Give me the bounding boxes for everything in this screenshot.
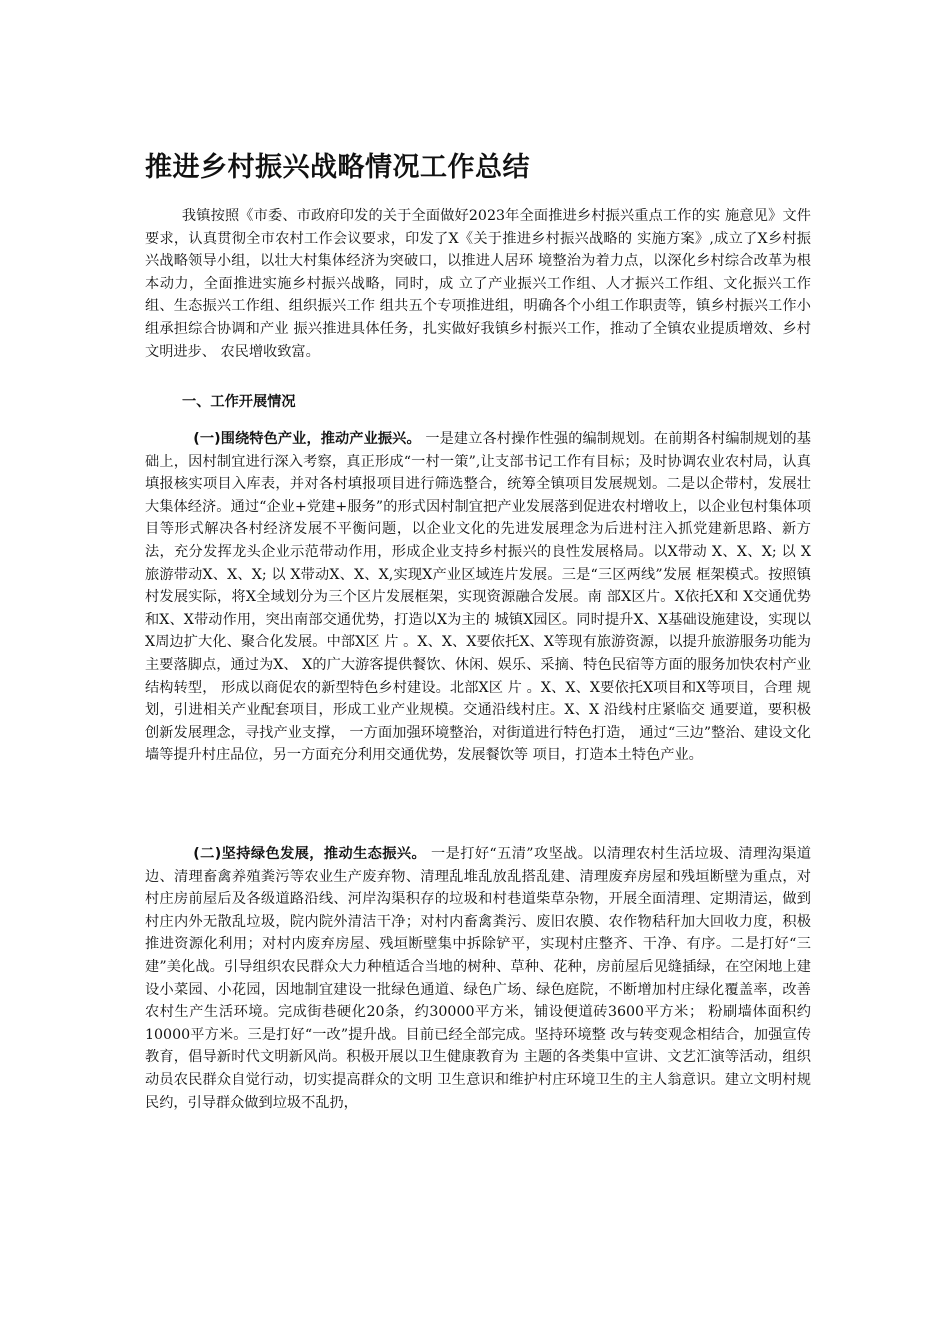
paragraph-lead-industry: (一)围绕特色产业，推动产业振兴。	[193, 431, 421, 447]
paragraph-body-industry: 一是建立各村操作性强的编制规划。在前期各村编制规划的基础上，因村制宜进行深入考察，真正形成“一村一策”,让支部书记工作有目标；及时协调农业农村局，认真填报核实项目入库表，并对各村填报项目进行筛选整合，统筹全镇项目发展规划。二是以企带村，发展壮大集体经济。通过“企业+党建+服务”的形式因村制宜把产业发展落到促进农村增收上，以企业包村集体项目等形式解决各村经济发展不平衡问题，以企业文化的先进发展理念为后进村注入抓党建新思路、新方法，充分发挥龙头企业示范带动作用，形成企业支持乡村振兴的良性发展格局。以X带动 X、X、X; 以 X 旅游带动X、X、X; 以 X带动X、X、X,实现X产业区域连片发展。三是“三区两线”发展 框架模式。按照镇村发展实际，将X全域划分为三个区片发展框架，实现资源融合发展。南 部X区片。X依托X和 X交通优势和X、X带动作用，突出南部交通优势，打造以X为主的 城镇X园区。同时提升X、X基础设施建设，实现以X周边扩大化、聚合化发展。中部X区 片 。X、X、X要依托X、X等现有旅游资源，以提升旅游服务功能为主要落脚点，通过为X、 X的广大游客提供餐饮、休闲、娱乐、采摘、特色民宿等方面的服务加快农村产业结构转型， 形成以商促农的新型特色乡村建设。北部X区 片 。X、X、X要依托X项目和X等项目，合理 规划，引进相关产业配套项目，形成工业产业规模。交通沿线村庄。X、X 沿线村庄紧临交 通要道，要积极创新发展理念，寻找产业支撑， 一方面加强环境整治，对街道进行特色打造， 通过“三边”整治、建设文化墙等提升村庄品位，另一方面充分利用交通优势，发展餐饮等 项目，打造本土特色产业。	[145, 431, 811, 764]
paragraph-ecology-revitalization	[145, 843, 811, 1114]
paragraph-body-ecology: 一是打好“五清”攻坚战。以清理农村生活垃圾、清理沟渠道边、清理畜禽养殖粪污等农业生产废弃物、清理乱堆乱放乱搭乱建、清理废弃房屋和残垣断壁为重点，对村庄房前屋后及各级道路沿线、河岸沟渠积存的垃圾和村巷道柴草杂物，开展全面清理、定期清运，做到村庄内外无散乱垃圾，院内院外清洁干净；对村内畜禽粪污、废旧农膜、农作物秸秆加大回收力度，积极推进资源化利用；对村内废弃房屋、残垣断壁集中拆除铲平，实现村庄整齐、干净、有序。二是打好“三建”美化战。引导组织农民群众大力种植适合当地的树种、草种、花种，房前屋后见缝插绿，在空闲地上建设小菜园、小花园，因地制宜建设一批绿色通道、绿色广场、绿色庭院，不断增加村庄绿化覆盖率，改善农村生产生活环境。完成街巷硬化20条，约30000平方米，铺设便道砖3600平方米； 粉刷墙体面积约10000平方米。三是打好“一改”提升战。目前已经全部完成。坚持环境整 改与转变观念相结合，加强宣传教育，倡导新时代文明新风尚。积极开展以卫生健康教育为 主题的各类集中宣讲、文艺汇演等活动，组织动员农民群众自觉行动，切实提高群众的文明 卫生意识和维护村庄环境卫生的主人翁意识。建立文明村规民约，引导群众做到垃圾不乱扔，	[145, 846, 811, 1111]
paragraph-lead-ecology: (二)坚持绿色发展，推动生态振兴。	[193, 846, 427, 862]
intro-paragraph: 我镇按照《市委、市政府印发的关于全面做好2023年全面推进乡村振兴重点工作的实 施意见》文件要求，认真贯彻全市农村工作会议要求，印发了X《关于推进乡村振兴战略的 实施方案》,成立了X乡村振兴战略领导小组，以壮大村集体经济为突破口，以推进人居环 境整治为着力点，以深化乡村综合改革为根本动力，全面推进实施乡村振兴战略，同时，成 立了产业振兴工作组、人才振兴工作组、文化振兴工作组、生态振兴工作组、组织振兴工作 组共五个专项推进组，明确各个小组工作职责等，镇乡村振兴工作小组承担综合协调和产业 振兴推进具体任务，扎实做好我镇乡村振兴工作，推动了全镇农业提质增效、乡村文明进步、 农民增收致富。	[145, 208, 811, 360]
section-heading-work-progress: 一、工作开展情况	[182, 394, 296, 410]
document-title: 推进乡村振兴战略情况工作总结	[145, 152, 530, 183]
paragraph-industry-revitalization	[145, 428, 811, 767]
